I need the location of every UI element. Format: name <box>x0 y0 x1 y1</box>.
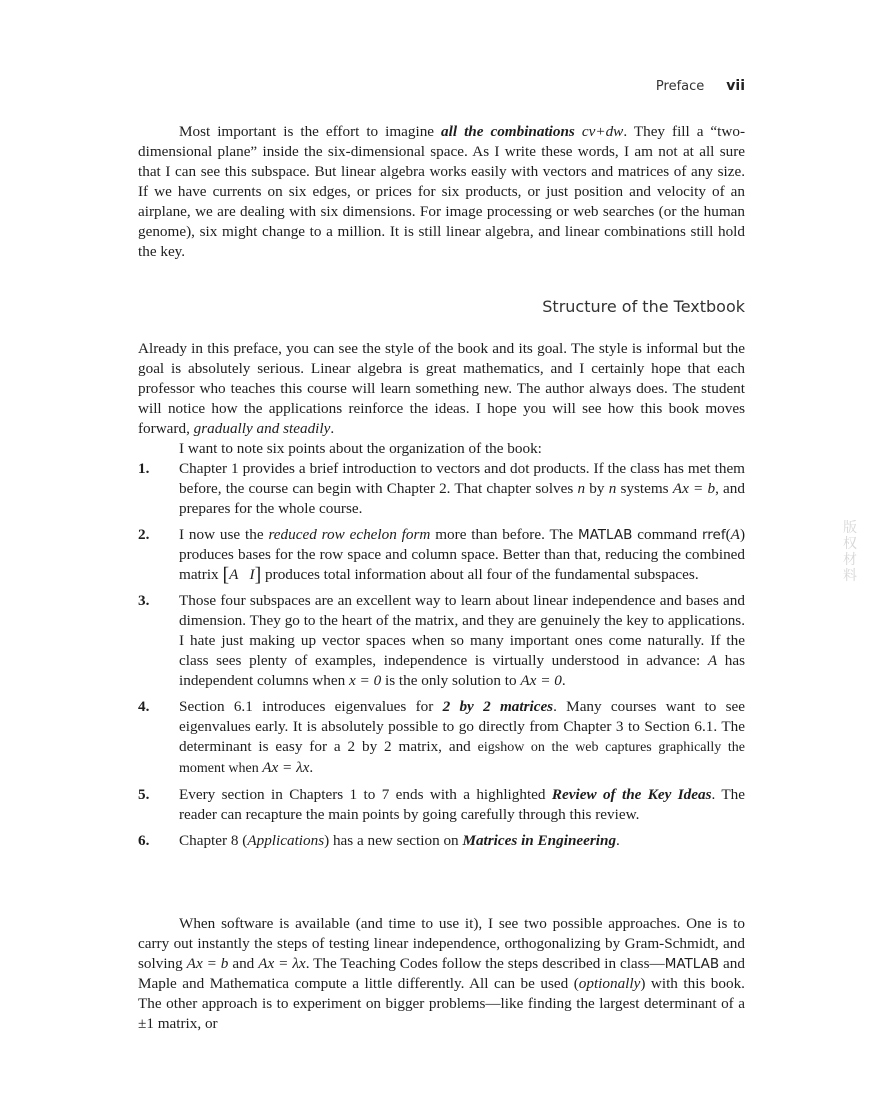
text-run: . The Teaching Codes follow the steps described in class— <box>305 955 665 972</box>
text-run: I now use the <box>179 526 269 543</box>
list-item <box>138 525 745 585</box>
item-number: 2. <box>138 526 150 543</box>
left-bracket: [ <box>222 564 230 586</box>
watermark-char: 版 <box>843 520 857 536</box>
text-run: eigshow on the web captures graphically the moment when <box>179 740 745 776</box>
text-run: more than before. The <box>430 526 578 543</box>
page-number: vii <box>726 78 745 94</box>
text-run: . The reader can recapture the main points by going carefully through this review. <box>179 786 745 823</box>
structure-paragraph <box>138 339 745 439</box>
list-item <box>138 697 745 779</box>
math-expression: A <box>730 526 740 543</box>
text-run: . They fill a “two-dimensional plane” inside the six-dimensional space. As I write these words, I am not at all sure that I can see this subspace. But linear algebra works easily with vectors and matrices of any size. If we have currents on six edges, or prices for six products, or just position and velocity of an airplane, we are dealing with six dimensions. For image processing or web searches (or the human genome), six might change to a million. It is still linear algebra, and linear combinations still hold the key. <box>138 123 746 260</box>
text-run: command <box>632 526 702 543</box>
points-list <box>138 459 745 851</box>
text-run: . <box>309 759 314 776</box>
copyright-watermark <box>843 520 857 584</box>
text-run: ) has a new section on <box>324 832 463 849</box>
text-run: Already in this preface, you can see the style of the book and its goal. The style is informal but the goal is absolutely serious. Linear algebra is great mathematics, and I certainly hope that each professor who teaches this course will learn something new. The author always does. The student will notice how the applications reinforce the ideas. I hope you will see how this book moves forward, <box>138 340 745 437</box>
text-run: is the only solution to <box>381 672 521 689</box>
text-run: and <box>228 955 259 972</box>
emphasis: Review of the Key Ideas <box>551 786 712 803</box>
math-expression: n <box>608 480 617 497</box>
math-expression: Ax = λx <box>258 955 306 972</box>
emphasis: all the combinations <box>441 123 575 140</box>
list-item <box>138 591 745 691</box>
text-run: has independent columns when <box>179 652 745 689</box>
command-name: rref <box>701 527 726 543</box>
item-number: 1. <box>138 460 150 477</box>
software-name: MATLAB <box>577 527 633 543</box>
item-number: 6. <box>138 832 150 849</box>
list-item <box>138 831 745 851</box>
math-expression: x = 0 <box>348 672 382 689</box>
intro-section <box>138 122 745 262</box>
emphasis: optionally <box>578 975 641 992</box>
emphasis: gradually and steadily <box>193 420 331 437</box>
emphasis: reduced row echelon form <box>268 526 431 543</box>
emphasis: 2 by 2 matrices <box>442 698 554 715</box>
text-run: . <box>330 420 335 437</box>
intro-to-points: I want to note six points about the organization of the book: <box>179 440 542 457</box>
math-expression: A I <box>229 566 255 583</box>
text-run: . <box>616 832 620 849</box>
watermark-char: 权 <box>843 536 857 552</box>
header-section: Preface <box>655 79 705 94</box>
text-run: . Many courses want to see eigenvalues early. It is absolutely possible to go directly from Chapter 3 to Section 6.1. The determinant is easy for a 2 by 2 matrix, and <box>179 698 746 755</box>
emphasis: Applications <box>247 832 325 849</box>
running-header <box>656 78 745 94</box>
math-expression: n <box>577 480 586 497</box>
intro-paragraph <box>138 122 745 262</box>
text-run: Every section in Chapters 1 to 7 ends with a highlighted <box>179 786 552 803</box>
text-run: ( <box>725 526 731 543</box>
text-run: ) with this book. The other approach is to experiment on bigger problems—like finding the largest determinant of a ±1 matrix, or <box>138 975 745 1032</box>
section-heading: Structure of the Textbook <box>542 297 745 316</box>
text-run: produces total information about all four of the fundamental subspaces. <box>261 566 699 583</box>
math-expression: Ax = b <box>186 955 229 972</box>
math-expression: Ax = b <box>672 480 716 497</box>
text-run: Chapter 1 provides a brief introduction to vectors and dot products. If the class has met them before, the course can begin with Chapter 2. That chapter solves <box>179 460 745 497</box>
text-run: systems <box>616 480 673 497</box>
item-number: 4. <box>138 698 150 715</box>
watermark-char: 料 <box>843 568 857 584</box>
item-number: 3. <box>138 592 150 609</box>
math-expression: Ax = λx <box>262 759 310 776</box>
software-name: MATLAB <box>664 956 720 972</box>
math-expression: cv+dw <box>581 123 624 140</box>
text-run: , and prepares for the whole course. <box>179 480 745 517</box>
text-run: Section 6.1 introduces eigenvalues for <box>179 698 443 715</box>
text-run: ) produces bases for the row space and column space. Better than that, reducing the combined matrix <box>179 526 746 583</box>
text-run: When software is available (and time to use it), I see two possible approaches. One is to carry out instantly the steps of testing linear independence, orthogonalizing by Gram-Schmidt, and solving <box>138 915 745 972</box>
closing-section <box>138 914 745 1034</box>
text-run: and Maple and Mathematica compute a little differently. All can be used ( <box>138 955 745 992</box>
closing-paragraph <box>138 914 745 1034</box>
item-number: 5. <box>138 786 150 803</box>
emphasis: Matrices in Engineering <box>462 832 617 849</box>
text-run: Those four subspaces are an excellent way to learn about linear independence and bases and dimension. They go to the heart of the matrix, and they are genuinely the key to applications. I hate just making up vector spaces when so many important ones come naturally. If the class sees plenty of examples, independence is virtually understood in advance: <box>179 592 745 669</box>
right-bracket: ] <box>254 564 262 586</box>
text-run: Chapter 8 ( <box>179 832 248 849</box>
math-expression: A <box>707 652 718 669</box>
math-expression: Ax = 0 <box>520 672 562 689</box>
structure-section <box>138 339 745 857</box>
list-item <box>138 459 745 519</box>
watermark-char: 材 <box>843 552 857 568</box>
text-run: by <box>585 480 609 497</box>
list-item <box>138 785 745 825</box>
text-run: Most important is the effort to imagine <box>179 123 442 140</box>
text-run: . <box>561 672 566 689</box>
